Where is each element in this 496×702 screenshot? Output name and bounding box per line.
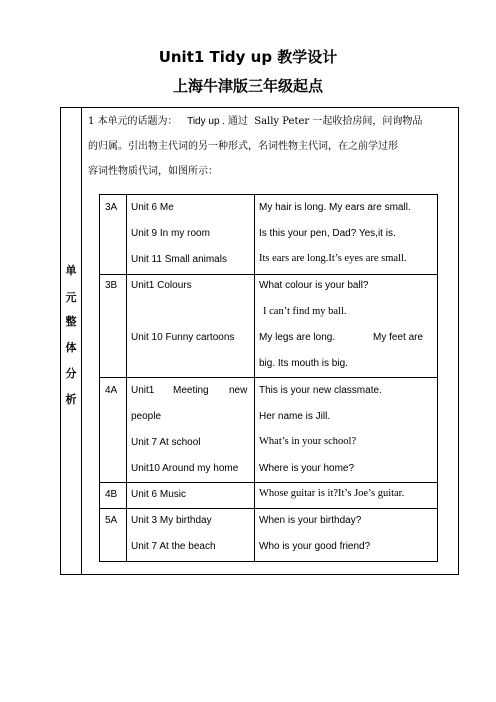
table-unit-cell: Meeting bbox=[173, 385, 209, 396]
table-sentence-cell: Where is your home? bbox=[259, 463, 355, 474]
table-sentence-cell: What’s in your school? bbox=[259, 436, 357, 447]
table-sentence-cell: Her name is Jill. bbox=[259, 411, 331, 422]
table-grade-cell: 4B bbox=[105, 489, 118, 500]
side-label-char: 元 bbox=[65, 291, 77, 304]
intro-text: Sally Peter 一起收拾房间，问询物品 bbox=[254, 116, 423, 127]
table-unit-cell: Unit 6 Music bbox=[131, 489, 187, 500]
table-grade-cell: 3A bbox=[105, 202, 118, 213]
table-unit-cell: Unit 9 In my room bbox=[131, 228, 210, 239]
table-column-divider bbox=[254, 194, 255, 562]
table-grade-cell: 5A bbox=[105, 515, 118, 526]
grammar-table bbox=[99, 194, 438, 562]
document-title: Unit1 Tidy up 教学设计 bbox=[158, 48, 338, 66]
table-unit-cell: Unit 10 Funny cartoons bbox=[131, 332, 235, 343]
table-sentence-cell: Its ears are long.It’s eyes are small. bbox=[259, 253, 407, 264]
intro-text: Tidy up . 通过 bbox=[187, 116, 248, 127]
side-label-char: 分 bbox=[65, 367, 77, 380]
intro-text: 1 本单元的话题为： bbox=[88, 116, 178, 127]
table-row-divider bbox=[99, 377, 438, 378]
table-unit-cell: people bbox=[131, 411, 162, 422]
side-label-char: 整 bbox=[65, 315, 77, 328]
table-column-divider bbox=[126, 194, 127, 562]
table-unit-cell: Unit 11 Small animals bbox=[131, 254, 227, 265]
table-sentence-cell: When is your birthday? bbox=[259, 515, 362, 526]
table-unit-cell: Unit 7 At school bbox=[131, 437, 201, 448]
side-label-char: 体 bbox=[65, 341, 77, 354]
intro-paragraph-line-2: 的归属。引出物主代词的另一种形式，名词性物主代词，在之前学过形 bbox=[88, 141, 398, 152]
table-row-divider bbox=[99, 508, 438, 509]
table-sentence-cell: Is this your pen, Dad? Yes,it is. bbox=[259, 228, 396, 239]
table-sentence-cell: Who is your good friend? bbox=[259, 541, 371, 552]
table-grade-cell: 4A bbox=[105, 385, 118, 396]
table-unit-cell: Unit 7 At the beach bbox=[131, 541, 216, 552]
side-label-divider bbox=[81, 107, 82, 575]
table-row-divider bbox=[99, 274, 438, 275]
table-sentence-cell: What colour is your ball? bbox=[259, 280, 369, 291]
table-sentence-cell: Whose guitar is it?It’s Joe’s guitar. bbox=[259, 488, 405, 499]
table-sentence-cell: big. Its mouth is big. bbox=[259, 358, 348, 369]
table-sentence-cell: I can’t find my ball. bbox=[263, 306, 347, 317]
table-sentence-cell: This is your new classmate. bbox=[259, 385, 382, 396]
side-label-char: 单 bbox=[65, 264, 77, 277]
side-label-char: 析 bbox=[65, 393, 77, 406]
document-subtitle: 上海牛津版三年级起点 bbox=[172, 77, 323, 95]
table-unit-cell: Unit1 Colours bbox=[131, 280, 192, 291]
table-row-divider bbox=[99, 482, 438, 483]
table-sentence-cell: My legs are long. bbox=[259, 332, 336, 343]
intro-paragraph-line-1 bbox=[88, 115, 454, 129]
table-unit-cell: Unit 6 Me bbox=[131, 202, 174, 213]
table-unit-cell: Unit1 bbox=[131, 385, 155, 396]
table-sentence-cell: My hair is long. My ears are small. bbox=[259, 202, 411, 213]
table-grade-cell: 3B bbox=[105, 280, 118, 291]
table-unit-cell: Unit10 Around my home bbox=[131, 463, 239, 474]
intro-paragraph-line-3: 容词性物质代词，如图所示： bbox=[88, 166, 218, 177]
table-unit-cell: new bbox=[229, 385, 248, 396]
table-sentence-cell: My feet are bbox=[373, 332, 424, 343]
table-unit-cell: Unit 3 My birthday bbox=[131, 515, 212, 526]
